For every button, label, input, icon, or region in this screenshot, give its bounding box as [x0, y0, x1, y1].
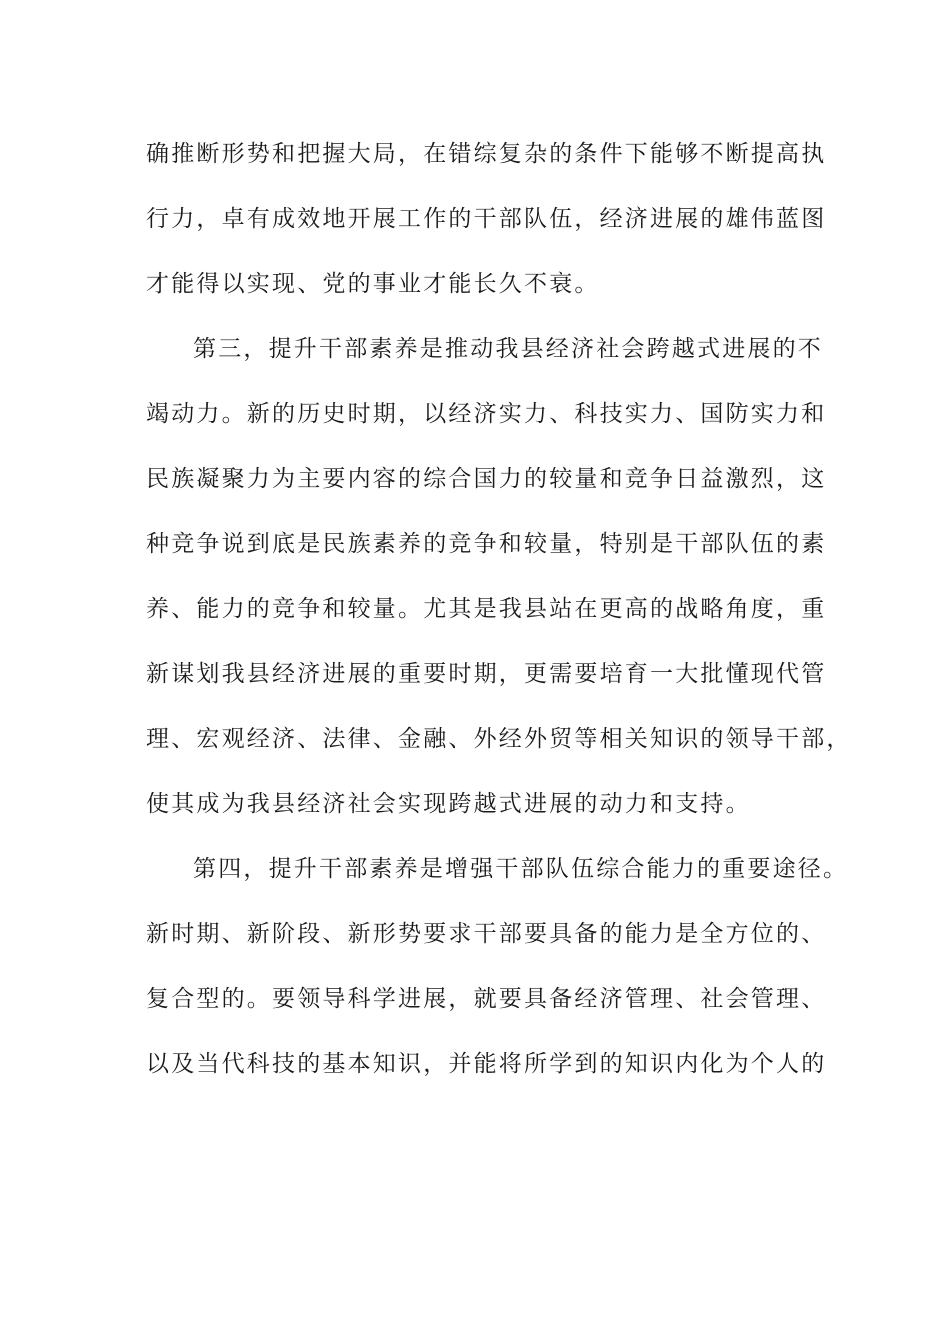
text-line: 竭动力。新的历史时期，以经济实力、科技实力、国防实力和 [146, 401, 827, 427]
text-line: 复合型的。要领导科学进展，就要具备经济管理、社会管理、 [146, 986, 827, 1012]
text-line: 使其成为我县经济社会实现跨越式进展的动力和支持。 [146, 791, 751, 817]
text-line: 确推断形势和把握大局，在错综复杂的条件下能够不断提高执 [146, 141, 827, 167]
text-line: 养、能力的竞争和较量。尤其是我县站在更高的战略角度，重 [146, 596, 827, 622]
text-line: 民族凝聚力为主要内容的综合国力的较量和竞争日益激烈，这 [146, 466, 827, 492]
text-line: 才能得以实现、党的事业才能长久不衰。 [146, 271, 600, 297]
text-line: 行力，卓有成效地开展工作的干部队伍，经济进展的雄伟蓝图 [146, 206, 827, 232]
text-line: 新谋划我县经济进展的重要时期，更需要培育一大批懂现代管 [146, 661, 827, 687]
text-line: 理、宏观经济、法律、金融、外经外贸等相关知识的领导干部， [146, 726, 852, 752]
text-line: 新时期、新阶段、新形势要求干部要具备的能力是全方位的、 [146, 921, 827, 947]
text-line: 种竞争说到底是民族素养的竞争和较量，特别是干部队伍的素 [146, 531, 827, 557]
paragraph-first-line: 第三，提升干部素养是推动我县经济社会跨越式进展的不 [193, 336, 823, 362]
document-page [146, 122, 852, 1097]
text-line: 以及当代科技的基本知识，并能将所学到的知识内化为个人的 [146, 1051, 827, 1077]
paragraph-first-line: 第四，提升干部素养是增强干部队伍综合能力的重要途径。 [193, 856, 849, 882]
